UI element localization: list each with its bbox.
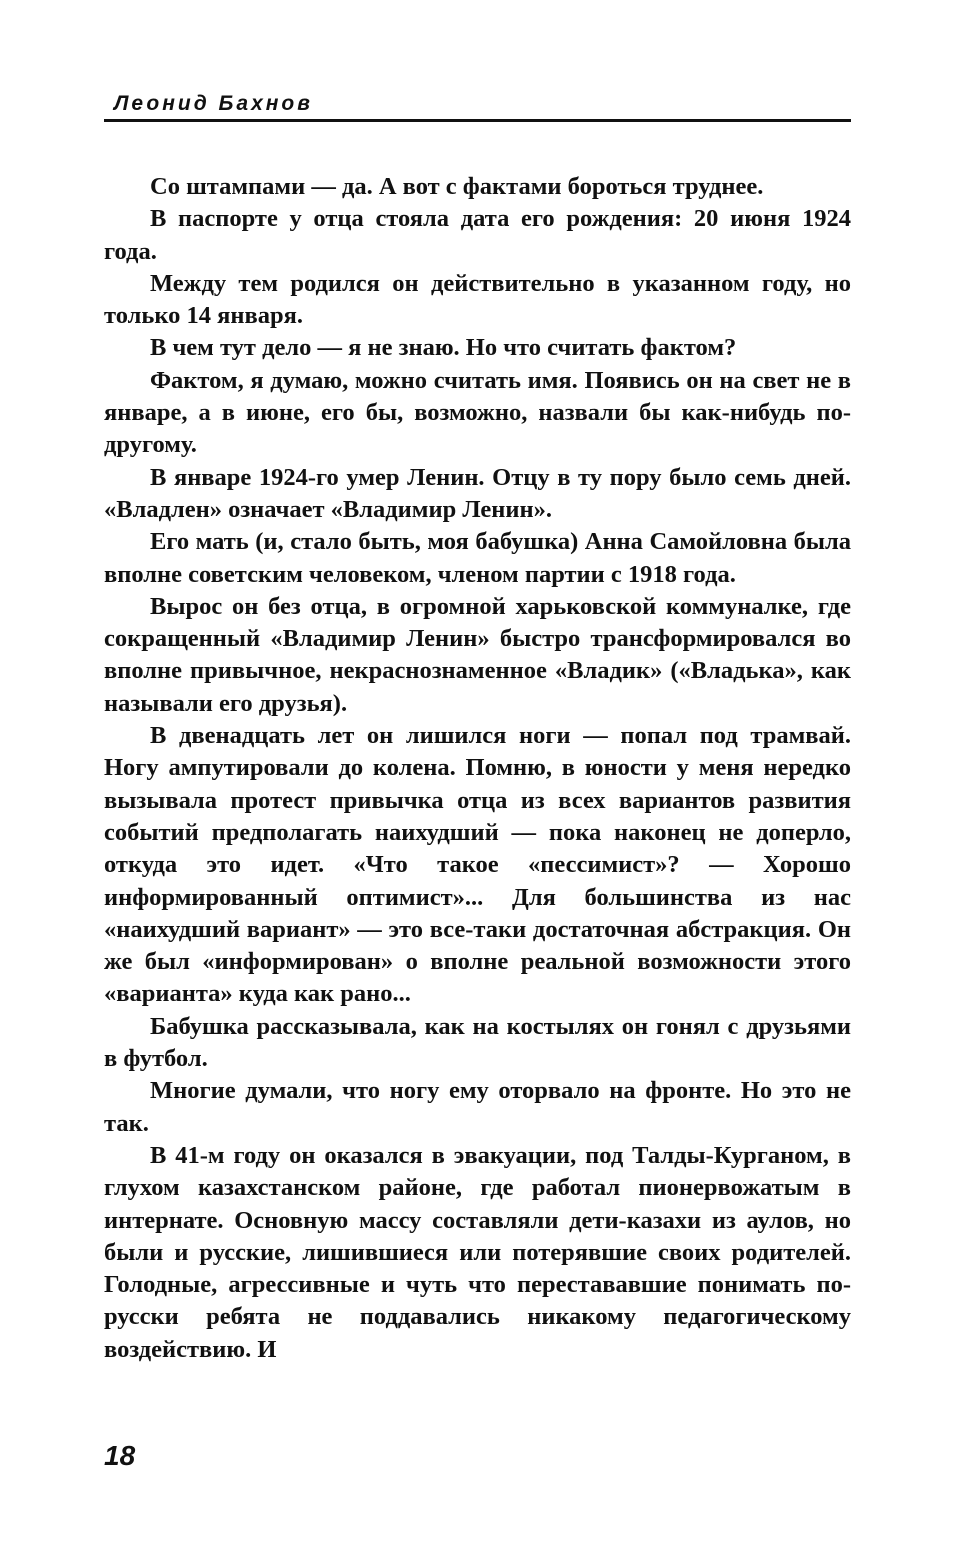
paragraph: В двенадцать лет он лишился ноги — попал под трамвай. Ногу ампутировали до колена. Помню, в юности у меня нередко вызывала протест привычка отца из всех вариантов развития событий предполагать наихудший — пока наконец не доперло, откуда это идет. «Что такое «пессимист»? — Хорошо информированный оптимист»... Для большинства из нас «наихудший вариант» — это все-таки достаточная абстракция. Он же был «информирован» о вполне реальной возможности этого «варианта» куда как рано... [104, 722, 851, 1008]
paragraph: В январе 1924-го умер Ленин. Отцу в ту пору было семь дней. «Владлен» означает «Владимир Ленин». [104, 463, 851, 523]
paragraph: Его мать (и, стало быть, моя бабушка) Анна Самойловна была вполне советским человеком, членом партии с 1918 года. [104, 528, 851, 588]
paragraph: В чем тут дело — я не знаю. Но что считать фактом? [150, 334, 737, 362]
paragraph: Со штампами — да. А вот с фактами бороться труднее. [150, 173, 764, 200]
running-head [104, 88, 851, 122]
paragraph: В 41-м году он оказался в эвакуации, под Талды-Курганом, в глухом казахстанском районе, где работал пионервожатым в интернате. Основную массу составляли дети-казахи из аулов, но были и русские, лишившиеся или потерявшие своих родителей. Голодные, агрессивные и чуть что перестававшие понимать по-русски ребята не поддавались никакому педагогическому воздействию. И [104, 1141, 851, 1363]
paragraph: В паспорте у отца стояла дата его рождения: 20 июня 1924 года. [104, 205, 851, 265]
header-rule [104, 119, 851, 122]
paragraph: Вырос он без отца, в огромной харьковской коммуналке, где сокращенный «Владимир Ленин» быстро трансформировался во вполне привычное, некраснознаменное «Владик» («Владька», как называли его друзья). [104, 592, 851, 717]
paragraph: Фактом, я думаю, можно считать имя. Появись он на свет не в январе, а в июне, его бы, возможно, назвали бы как-нибудь по-другому. [104, 366, 851, 459]
paragraph: Бабушка рассказывала, как на костылях он гонял с друзьями в футбол. [104, 1012, 851, 1073]
paragraph: Многие думали, что ногу ему оторвало на фронте. Но это не так. [104, 1077, 851, 1137]
text-body [104, 171, 851, 1366]
paragraph: Между тем родился он действительно в указанном году, но только 14 января. [104, 269, 851, 330]
running-title: Леонид Бахнов [114, 92, 313, 115]
page-number: 18 [104, 1440, 136, 1471]
